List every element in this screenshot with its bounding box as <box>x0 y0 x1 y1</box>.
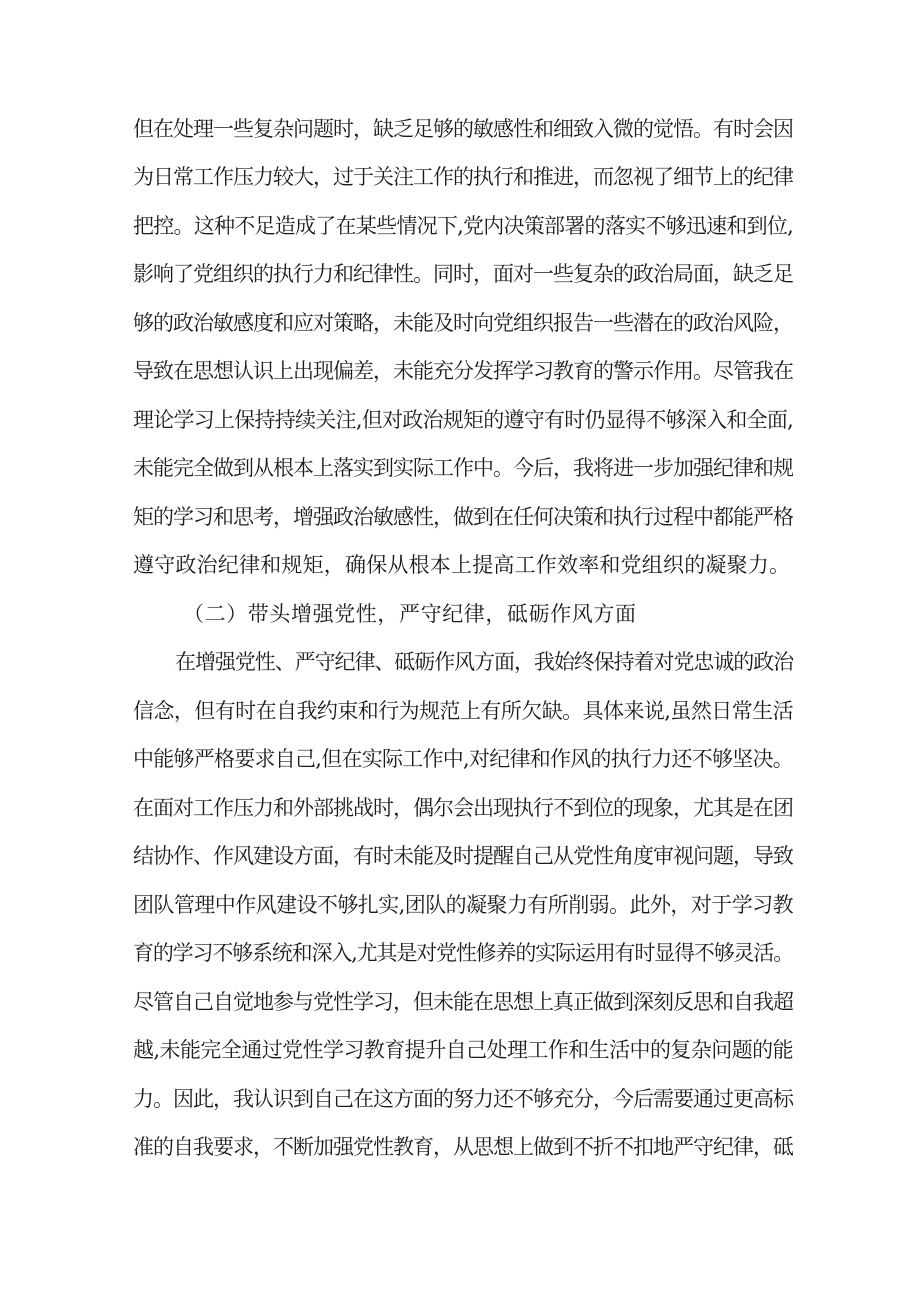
paragraph-line: 越,未能完全通过党性学习教育提升自己处理工作和生活中的复杂问题的能 <box>133 1038 793 1062</box>
paragraph-line: 影响了党组织的执行力和纪律性。同时，面对一些复杂的政治局面，缺乏足 <box>133 262 793 286</box>
paragraph-line: 把控。这种不足造成了在某些情况下,党内决策部署的落实不够迅速和到位, <box>133 214 793 238</box>
paragraph-line: 团队管理中作风建设不够扎实,团队的凝聚力有所削弱。此外，对于学习教 <box>133 893 793 917</box>
paragraph-line: 遵守政治纪律和规矩，确保从根本上提高工作效率和党组织的凝聚力。 <box>133 553 791 577</box>
paragraph-line: 矩的学习和思考，增强政治敏感性，做到在任何决策和执行过程中都能严格 <box>133 505 793 529</box>
paragraph-line: 理论学习上保持持续关注,但对政治规矩的遵守有时仍显得不够深入和全面, <box>133 408 793 432</box>
paragraph-line: 信念，但有时在自我约束和行为规范上有所欠缺。具体来说,虽然日常生活 <box>133 699 793 723</box>
paragraph-line: 尽管自己自觉地参与党性学习，但未能在思想上真正做到深刻反思和自我超 <box>133 990 793 1014</box>
paragraph-line: 中能够严格要求自己,但在实际工作中,对纪律和作风的执行力还不够坚决。 <box>133 747 793 771</box>
section-heading: （二）带头增强党性，严守纪律，砥砺作风方面 <box>183 602 637 626</box>
paragraph-line: 够的政治敏感度和应对策略，未能及时向党组织报告一些潜在的政治风险， <box>133 311 793 335</box>
paragraph-line: 准的自我要求，不断加强党性教育，从思想上做到不折不扣地严守纪律，砥 <box>133 1135 793 1159</box>
paragraph-line: 在增强党性、严守纪律、砥砺作风方面，我始终保持着对党忠诚的政治 <box>175 650 793 674</box>
paragraph-line: 在面对工作压力和外部挑战时，偶尔会出现执行不到位的现象，尤其是在团 <box>133 796 793 820</box>
paragraph-line: 未能完全做到从根本上落实到实际工作中。今后，我将进一步加强纪律和规 <box>133 456 793 480</box>
paragraph-line: 育的学习不够系统和深入,尤其是对党性修养的实际运用有时显得不够灵活。 <box>133 941 793 965</box>
paragraph-line: 但在处理一些复杂问题时，缺乏足够的敏感性和细致入微的觉悟。有时会因 <box>133 117 793 141</box>
paragraph-line: 结协作、作风建设方面，有时未能及时提醒自己从党性角度审视问题，导致 <box>133 844 793 868</box>
paragraph-line: 导致在思想认识上出现偏差，未能充分发挥学习教育的警示作用。尽管我在 <box>133 359 793 383</box>
paragraph-line: 力。因此，我认识到自己在这方面的努力还不够充分，今后需要通过更高标 <box>133 1087 793 1111</box>
paragraph-line: 为日常工作压力较大，过于关注工作的执行和推进，而忽视了细节上的纪律 <box>133 165 793 189</box>
